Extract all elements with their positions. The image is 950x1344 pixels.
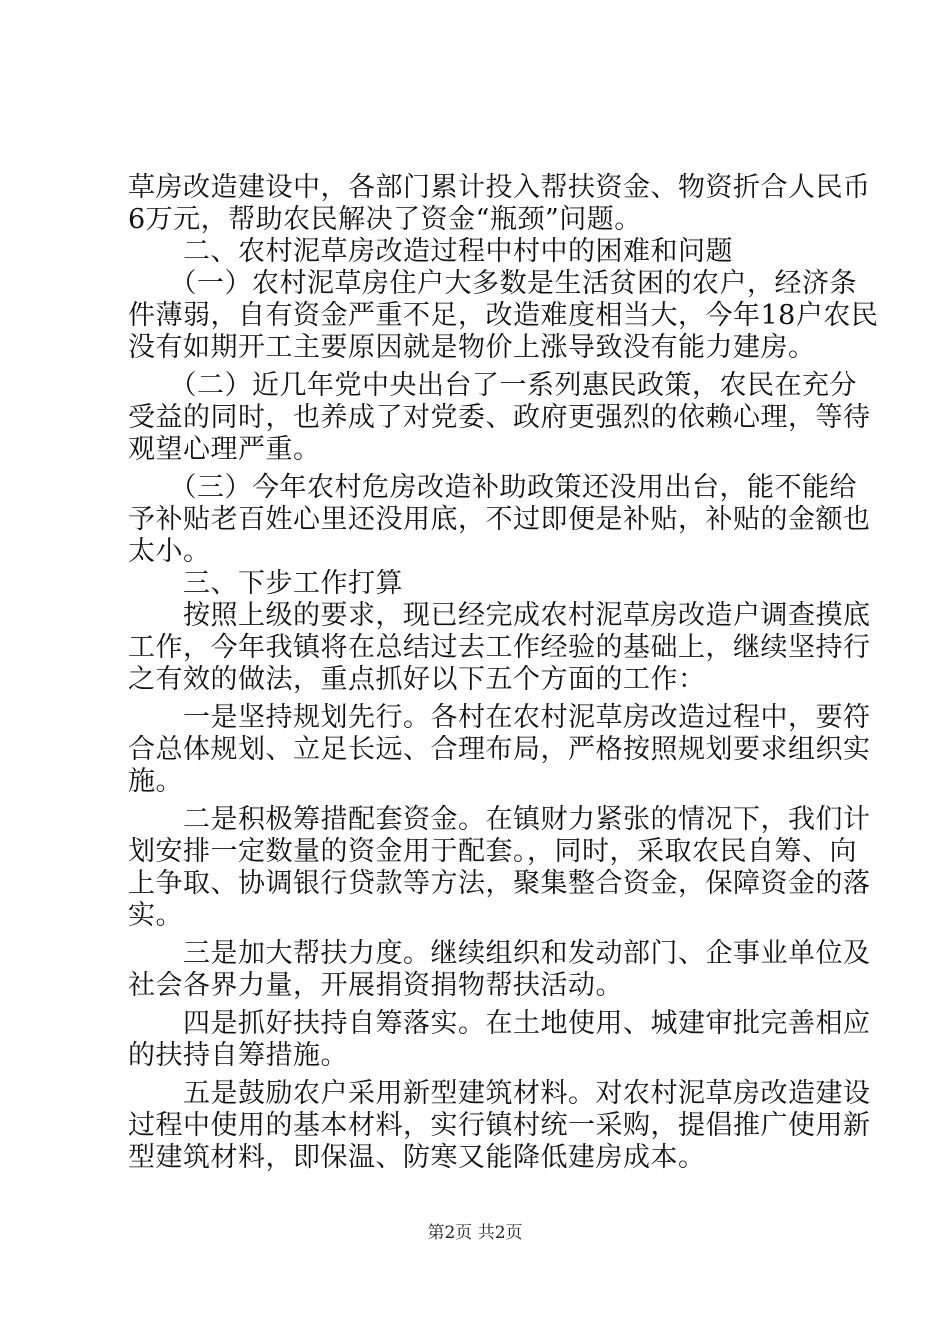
paragraph bbox=[128, 268, 879, 364]
text-line: 过程中使用的基本材料，实行镇村统一采购，提倡推广使用新 bbox=[128, 1110, 871, 1141]
text-line: 五是鼓励农户采用新型建筑材料。对农村泥草房改造建设 bbox=[128, 1078, 871, 1109]
document-body bbox=[128, 172, 879, 1174]
text-line: 予补贴老百姓心里还没用底，不过即便是补贴，补贴的金额也 bbox=[128, 504, 871, 535]
paragraph bbox=[128, 938, 871, 1002]
text-line: 按照上级的要求，现已经完成农村泥草房改造户调查摸底 bbox=[128, 600, 871, 631]
text-line: 三、下步工作打算 bbox=[128, 568, 403, 599]
text-line: 实。 bbox=[128, 900, 183, 931]
text-line: 二、农村泥草房改造过程中村中的困难和问题 bbox=[128, 236, 733, 267]
text-line: （一）农村泥草房住户大多数是生活贫困的农户，经济条 bbox=[128, 268, 857, 299]
paragraph bbox=[128, 1078, 871, 1174]
text-line: 二是积极筹措配套资金。在镇财力紧张的情况下，我们计 bbox=[128, 804, 871, 835]
text-line: 四是抓好扶持自筹落实。在土地使用、城建审批完善相应 bbox=[128, 1008, 871, 1039]
text-line: 草房改造建设中，各部门累计投入帮扶资金、物资折合人民币 bbox=[128, 172, 871, 203]
paragraph bbox=[128, 702, 871, 798]
text-line: （三）今年农村危房改造补助政策还没用出台，能不能给 bbox=[128, 472, 857, 503]
text-line: 施。 bbox=[128, 766, 183, 797]
text-line: 的扶持自筹措施。 bbox=[128, 1040, 348, 1071]
text-line: 观望心理严重。 bbox=[128, 434, 321, 465]
paragraph bbox=[128, 1008, 871, 1072]
paragraph bbox=[128, 172, 871, 236]
text-line: 上争取、协调银行贷款等方法，聚集整合资金，保障资金的落 bbox=[128, 868, 871, 899]
text-line: 之有效的做法，重点抓好以下五个方面的工作： bbox=[128, 664, 706, 695]
text-line: 件薄弱，自有资金严重不足，改造难度相当大，今年18户农民 bbox=[128, 300, 879, 331]
paragraph bbox=[128, 804, 871, 932]
text-line: 型建筑材料，即保温、防寒又能降低建房成本。 bbox=[128, 1142, 706, 1173]
paragraph bbox=[128, 472, 871, 568]
page-number-footer: 第2页 共2页 bbox=[427, 1223, 523, 1243]
paragraph bbox=[128, 600, 871, 696]
paragraph bbox=[128, 370, 871, 466]
text-line: 三是加大帮扶力度。继续组织和发动部门、企事业单位及 bbox=[128, 938, 871, 969]
section-heading bbox=[128, 236, 830, 268]
section-heading bbox=[128, 568, 830, 600]
text-line: 划安排一定数量的资金用于配套。，同时，采取农民自筹、向 bbox=[128, 836, 857, 867]
text-line: 没有如期开工主要原因就是物价上涨导致没有能力建房。 bbox=[128, 332, 816, 363]
text-line: 6万元，帮助农民解决了资金“瓶颈”问题。 bbox=[128, 204, 642, 235]
text-line: （二）近几年党中央出台了一系列惠民政策，农民在充分 bbox=[128, 370, 857, 401]
text-line: 合总体规划、立足长远、合理布局，严格按照规划要求组织实 bbox=[128, 734, 871, 765]
text-line: 工作，今年我镇将在总结过去工作经验的基础上，继续坚持行 bbox=[128, 632, 871, 663]
text-line: 一是坚持规划先行。各村在农村泥草房改造过程中，要符 bbox=[128, 702, 871, 733]
text-line: 社会各界力量，开展捐资捐物帮扶活动。 bbox=[128, 970, 623, 1001]
text-line: 受益的同时，也养成了对党委、政府更强烈的依赖心理，等待 bbox=[128, 402, 871, 433]
text-line: 太小。 bbox=[128, 536, 211, 567]
